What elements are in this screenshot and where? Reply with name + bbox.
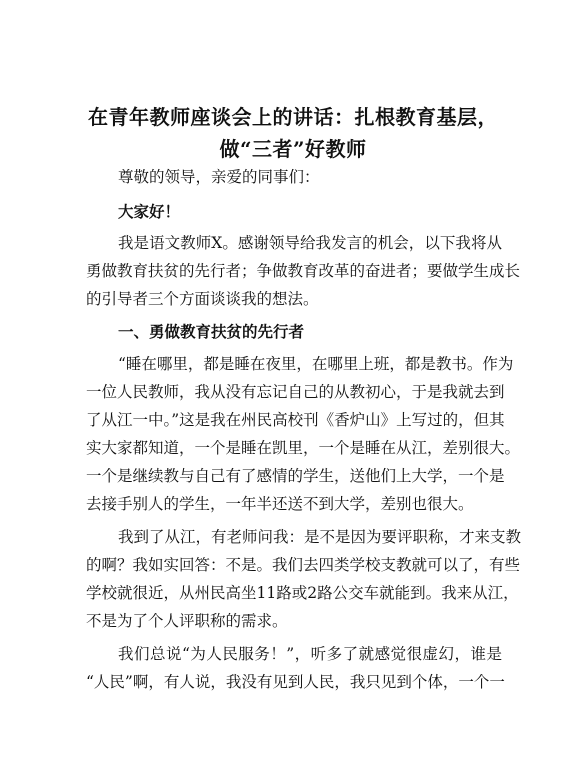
paragraph-1-line-3: 的引导者三个方面谈谈我的想法。 <box>86 290 319 308</box>
paragraph-1-line-1: 我是语文教师X。感谢领导给我发言的机会，以下我将从 <box>118 234 502 252</box>
paragraph-2-line-3: 了从江一中。”这是我在州民高校刊《香炉山》上写过的，但其 <box>86 411 505 429</box>
document-title-line-2: 做“三者”好教师 <box>219 137 367 161</box>
paragraph-2-line-4: 实大家都知道，一个是睡在凯里，一个是睡在从江，差别很大。 <box>86 439 521 457</box>
document-title-line-1: 在青年教师座谈会上的讲话：扎根教育基层， <box>88 105 498 129</box>
paragraph-2-line-1: “睡在哪里，都是睡在夜里，在哪里上班，都是教书。作为 <box>118 355 514 373</box>
paragraph-3-line-1: 我到了从江，有老师问我：是不是因为要评职称，才来支教 <box>118 528 522 546</box>
paragraph-1-line-2: 勇做教育扶贫的先行者；争做教育改革的奋进者；要做学生成长 <box>86 262 521 280</box>
salutation: 尊敬的领导，亲爱的同事们： <box>118 168 320 186</box>
paragraph-4-line-2: “人民”啊，有人说，我没有见到人民，我只见到个体，一个一 <box>86 673 505 691</box>
paragraph-3-line-2: 的啊？我如实回答：不是。我们去四类学校支教就可以了，有些 <box>86 556 521 574</box>
paragraph-3-line-4: 不是为了个人评职称的需求。 <box>86 612 288 630</box>
paragraph-2-line-5: 一个是继续教与自己有了感情的学生，送他们上大学，一个是 <box>86 467 505 485</box>
paragraph-2-line-2: 一位人民教师，我从没有忘记自己的从教初心，于是我就去到 <box>86 383 505 401</box>
greeting: 大家好！ <box>118 202 181 221</box>
paragraph-2-line-6: 去接手别人的学生，一年半还送不到大学，差别也很大。 <box>86 495 474 513</box>
paragraph-4-line-1: 我们总说“为人民服务！”，听多了就感觉很虚幻，谁是 <box>118 645 502 663</box>
paragraph-3-line-3: 学校就很近，从州民高坐11路或2路公交车就能到。我来从江， <box>86 584 519 602</box>
section-heading-1: 一、勇做教育扶贫的先行者 <box>118 322 305 341</box>
